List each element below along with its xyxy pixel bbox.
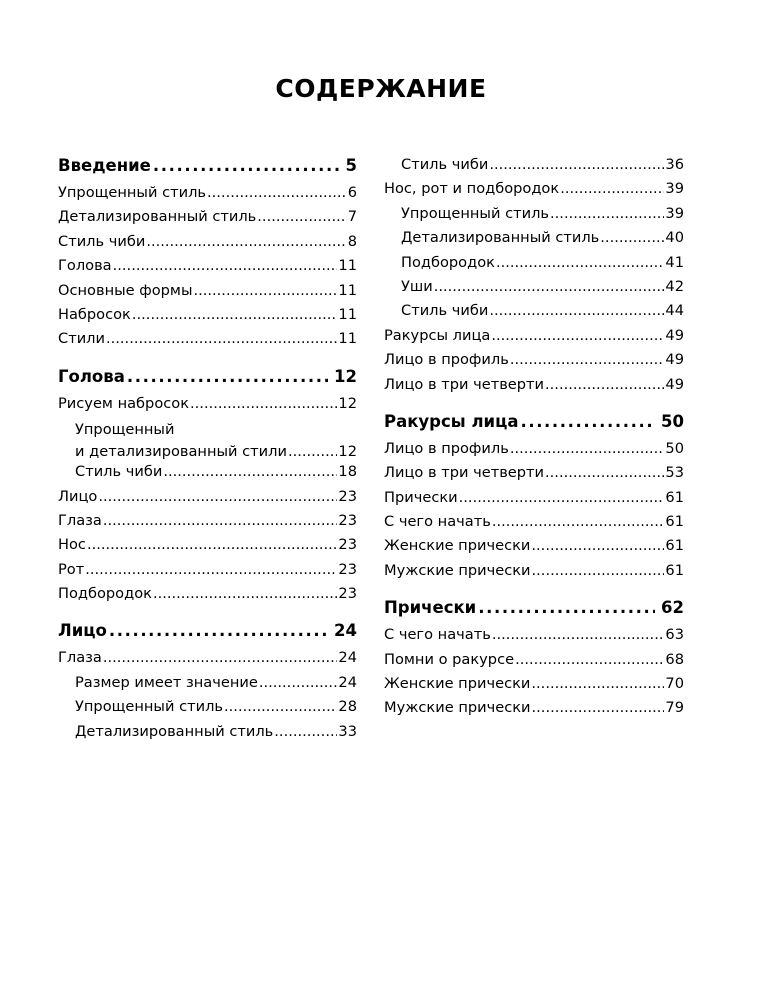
dot-leader: [545, 376, 664, 393]
dot-leader: [478, 598, 655, 617]
toc-page-number: 12: [338, 443, 357, 461]
toc-entry[interactable]: [58, 282, 357, 306]
toc-label: Голова: [58, 366, 125, 386]
toc-page-number: 33: [338, 722, 357, 740]
toc-entry[interactable]: [384, 699, 684, 723]
toc-label: Лицо в профиль: [384, 351, 509, 369]
toc-label: Помни о ракурсе: [384, 650, 515, 668]
toc-label: Лицо в три четверти: [384, 464, 545, 482]
dot-leader: [531, 675, 664, 692]
toc-entry[interactable]: [384, 376, 684, 400]
toc-page-number: 23: [338, 560, 357, 578]
toc-entry[interactable]: [58, 233, 357, 257]
toc-page-number: 68: [665, 650, 684, 668]
toc-page-number: 23: [338, 487, 357, 505]
dot-leader: [492, 626, 665, 643]
toc-page-number: 61: [665, 513, 684, 531]
toc-entry[interactable]: [58, 536, 357, 560]
toc-page-number: 42: [665, 277, 684, 295]
dot-leader: [532, 699, 665, 716]
dot-leader: [515, 651, 664, 668]
dot-leader: [550, 205, 664, 222]
toc-entry[interactable]: [384, 651, 684, 675]
toc-left-column: [58, 156, 357, 747]
dot-leader: [103, 649, 338, 666]
toc-page-number: 28: [338, 698, 357, 716]
toc-subentry[interactable]: [58, 674, 357, 698]
dot-leader: [496, 254, 664, 271]
dot-leader: [109, 621, 328, 640]
toc-entry[interactable]: [58, 488, 357, 512]
toc-page-number: 61: [665, 537, 684, 555]
dot-leader: [146, 233, 346, 250]
dot-leader: [288, 441, 337, 463]
toc-label: Основные формы: [58, 281, 193, 299]
dot-leader: [98, 488, 337, 505]
toc-entry[interactable]: [58, 306, 357, 330]
toc-page-number: 39: [665, 180, 684, 198]
toc-subentry[interactable]: [384, 205, 684, 229]
toc-label: Детализированный стиль: [58, 208, 257, 226]
toc-label: Подбородок: [58, 585, 152, 603]
dot-leader: [531, 537, 664, 554]
toc-entry[interactable]: [58, 561, 357, 585]
toc-subentry[interactable]: [384, 302, 684, 326]
toc-entry[interactable]: [384, 327, 684, 351]
toc-label: Стиль чиби: [75, 463, 163, 481]
toc-label: Введение: [58, 156, 151, 175]
toc-page-number: 49: [665, 375, 684, 393]
toc-entry[interactable]: [58, 512, 357, 536]
dot-leader: [113, 257, 338, 274]
dot-leader: [560, 180, 664, 197]
toc-page-number: 50: [665, 439, 684, 457]
toc-page-number: 39: [665, 204, 684, 222]
toc-page-number: 23: [338, 536, 357, 554]
toc-subentry[interactable]: [384, 278, 684, 302]
toc-page-number: 23: [338, 511, 357, 529]
toc-page-number: 50: [661, 411, 684, 431]
dot-leader: [491, 327, 664, 344]
dot-leader: [259, 674, 338, 691]
toc-label: Стили: [58, 330, 105, 348]
toc-label: [75, 419, 287, 463]
dot-leader: [489, 302, 664, 319]
toc-label: С чего начать: [384, 626, 491, 644]
toc-page-number: 40: [665, 229, 684, 247]
toc-page-number: 49: [665, 351, 684, 369]
toc-label: Стиль чиби: [401, 156, 489, 173]
dot-leader: [510, 440, 665, 457]
page-title: СОДЕРЖАНИЕ: [275, 74, 487, 103]
toc-label: Лицо в три четверти: [384, 375, 545, 393]
toc-label: Подбородок: [401, 253, 495, 271]
toc-label-line: Упрощенный: [75, 421, 175, 439]
toc-subentry[interactable]: [58, 463, 357, 487]
toc-page-number: 36: [665, 156, 684, 173]
toc-label: Женские прически: [384, 537, 531, 555]
toc-page-number: 24: [334, 621, 357, 641]
toc-page-number: 44: [665, 302, 684, 320]
toc-page-number: 7: [347, 208, 357, 226]
toc-label: Набросок: [58, 305, 131, 323]
toc-label: Глаза: [58, 649, 102, 667]
toc-label: Лицо в профиль: [384, 439, 509, 457]
toc-entry[interactable]: [384, 626, 684, 650]
toc-entry[interactable]: [58, 184, 357, 208]
toc-section-heading[interactable]: [58, 367, 357, 395]
toc-page-number: 5: [345, 156, 357, 175]
toc-label: Упрощенный стиль: [401, 204, 550, 222]
dot-leader: [153, 156, 340, 175]
toc-label: Нос: [58, 536, 86, 554]
toc-label: Детализированный стиль: [401, 229, 600, 247]
dot-leader: [87, 536, 337, 553]
toc-section-heading[interactable]: [384, 412, 684, 440]
toc-page-number: 11: [338, 305, 357, 323]
toc-subentry[interactable]: [384, 254, 684, 278]
dot-leader: [492, 513, 665, 530]
toc-page-number: 62: [661, 598, 684, 618]
toc-page-number: 6: [347, 184, 357, 201]
toc-label: Мужские прически: [384, 561, 531, 579]
toc-right-column: [384, 156, 684, 724]
toc-label: Нос, рот и подбородок: [384, 180, 560, 198]
dot-leader: [103, 512, 338, 529]
toc-label: Стиль чиби: [401, 302, 489, 320]
toc-page-number: 63: [665, 626, 684, 644]
toc-label: Глаза: [58, 511, 102, 529]
toc-subentry[interactable]: [58, 419, 357, 463]
dot-leader: [153, 585, 337, 602]
toc-label: Голова: [58, 257, 112, 275]
toc-page-number: 18: [338, 463, 357, 481]
toc-subentry[interactable]: [384, 156, 684, 180]
toc-entry[interactable]: [58, 585, 357, 609]
toc-entry[interactable]: [58, 395, 357, 419]
toc-label: Стиль чиби: [58, 232, 146, 250]
toc-label: Ракурсы лица: [384, 411, 519, 431]
dot-leader: [545, 464, 664, 481]
toc-label: Упрощенный стиль: [75, 698, 224, 716]
dot-leader: [224, 698, 337, 715]
toc-label: Детализированный стиль: [75, 722, 274, 740]
toc-entry[interactable]: [384, 675, 684, 699]
toc-label: Лицо: [58, 487, 98, 505]
toc-label: Размер имеет значение: [75, 673, 258, 691]
dot-leader: [489, 156, 664, 173]
toc-entry[interactable]: [58, 330, 357, 354]
toc-label: Лицо: [58, 621, 107, 641]
dot-leader: [600, 229, 664, 246]
toc-page-number: 49: [665, 326, 684, 344]
toc-page-number: 11: [338, 257, 357, 275]
dot-leader: [434, 278, 665, 295]
toc-subentry[interactable]: [58, 698, 357, 722]
toc-label: Прически: [384, 488, 458, 506]
dot-leader: [257, 208, 346, 225]
toc-entry[interactable]: [384, 562, 684, 586]
toc-page-number: 79: [665, 699, 684, 717]
toc-label: Рисуем набросок: [58, 394, 190, 412]
dot-leader: [207, 184, 347, 201]
toc-page-number: 11: [338, 281, 357, 299]
toc-label: С чего начать: [384, 513, 491, 531]
toc-page-number: 70: [665, 675, 684, 693]
dot-leader: [510, 351, 665, 368]
dot-leader: [520, 412, 655, 431]
toc-label: Ракурсы лица: [384, 326, 491, 344]
toc-entry[interactable]: [384, 464, 684, 488]
toc-entry[interactable]: [384, 180, 684, 204]
toc-label-line: и детализированный стили: [75, 443, 287, 461]
toc-page-number: 23: [338, 585, 357, 603]
dot-leader: [459, 489, 665, 506]
toc-page-number: 61: [665, 488, 684, 506]
dot-leader: [85, 561, 337, 578]
toc-page-number: 12: [334, 366, 357, 386]
toc-subentry[interactable]: [58, 723, 357, 747]
toc-page-number: 8: [347, 232, 357, 250]
toc-label: Прически: [384, 598, 477, 618]
toc-entry[interactable]: [384, 513, 684, 537]
toc-label: Мужские прически: [384, 699, 531, 717]
toc-page-number: 11: [338, 330, 357, 348]
toc-page-number: 24: [338, 673, 357, 691]
dot-leader: [163, 463, 337, 480]
toc-entry[interactable]: [58, 257, 357, 281]
toc-label: Уши: [401, 277, 433, 295]
toc-entry[interactable]: [58, 208, 357, 232]
toc-entry[interactable]: [384, 440, 684, 464]
toc-label: Упрощенный стиль: [58, 184, 207, 201]
dot-leader: [532, 562, 665, 579]
toc-entry[interactable]: [384, 537, 684, 561]
dot-leader: [127, 367, 328, 386]
toc-entry[interactable]: [58, 649, 357, 673]
dot-leader: [190, 395, 337, 412]
dot-leader: [132, 306, 338, 323]
toc-page-number: 24: [338, 649, 357, 667]
toc-label: Рот: [58, 560, 85, 578]
dot-leader: [193, 282, 337, 299]
dot-leader: [274, 723, 337, 740]
toc-entry[interactable]: [384, 351, 684, 375]
toc-page-number: 53: [665, 464, 684, 482]
toc-section-heading[interactable]: [58, 621, 357, 649]
toc-subentry[interactable]: [384, 229, 684, 253]
toc-section-heading[interactable]: [58, 156, 357, 184]
toc-section-heading[interactable]: [384, 598, 684, 626]
toc-page-number: 12: [338, 394, 357, 412]
dot-leader: [106, 330, 337, 347]
toc-page-number: 61: [665, 561, 684, 579]
toc-label: Женские прически: [384, 675, 531, 693]
toc-entry[interactable]: [384, 489, 684, 513]
toc-page-number: 41: [665, 253, 684, 271]
